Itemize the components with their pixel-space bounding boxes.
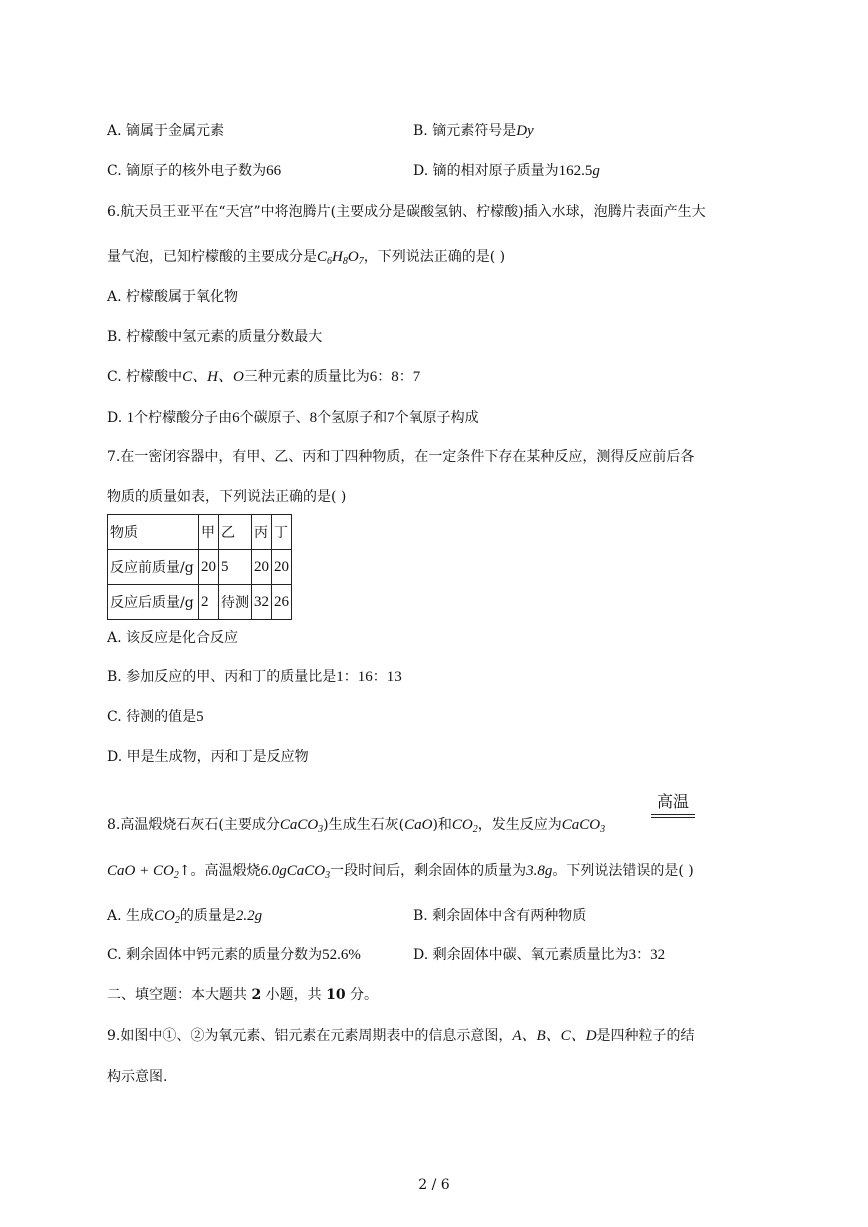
q8-option-a: A. 生成$CO_2$的质量是2.2g	[107, 908, 263, 926]
q7-option-c: C. 待测的值是5	[107, 709, 204, 725]
q5-option-a: A. 镝属于金属元素	[107, 123, 225, 139]
table-cell: 2	[199, 585, 219, 620]
q8-co2-formula: $CO_2$	[154, 908, 180, 926]
table-header-cell: 丁	[272, 515, 292, 550]
table-cell: 26	[272, 585, 292, 620]
table-cell: 20	[252, 550, 272, 585]
q5-option-c	[107, 161, 281, 181]
q6-option-b: B. 柠檬酸中氢元素的质量分数最大	[107, 329, 323, 345]
q9-letters: A、B、C、D	[512, 1028, 597, 1044]
section-heading: 二、填空题：本大题共 2 小题，共 10 分。	[107, 987, 379, 1003]
q6-option-a: A. 柠檬酸属于氧化物	[107, 289, 239, 305]
q5-option-d-text: D. 镝的相对原子质量为	[413, 163, 559, 179]
double-arrow-bar	[651, 814, 695, 818]
q8-option-c-value: 52.6%	[322, 947, 361, 963]
q5-option-b-text: B. 镝元素符号是	[413, 123, 517, 139]
table-cell: 20	[199, 550, 219, 585]
q8-option-a-value: 2.2g	[235, 908, 263, 924]
q5-option-b-symbol: Dy	[516, 123, 534, 139]
table-cell: 32	[252, 585, 272, 620]
table-header-cell: 乙	[219, 515, 252, 550]
q6-stem-line2	[107, 247, 505, 272]
table-row	[108, 550, 292, 585]
q9-stem-line1: 9.如图中①、②为氧元素、铝元素在元素周期表中的信息示意图，A、B、C、D是四种粒子的结	[107, 1028, 695, 1044]
q8-co2-formula: $CO_2$	[451, 817, 478, 835]
q6-stem-text: 量气泡，已知柠檬酸的主要成分是	[107, 249, 317, 265]
q7-stem-line1: 7.在一密闭容器中，有甲、乙、丙和丁四种物质，在一定条件下存在某种反应，测得反应前后各	[107, 449, 695, 465]
q8-stem-line2: CaO + $CO_2↑$。高温煅烧6.0gCaCO$_3$一段时间后，剩余固体的质量为3.8g。下列说法错误的是( )	[107, 863, 694, 881]
q6-stem-line1: 6.航天员王亚平在“天宫”中将泡腾片(主要成分是碳酸氢钠、柠檬酸)插入水球，泡腾片表面产生大	[107, 204, 706, 220]
q8-option-b: B. 剩余固体中含有两种物质	[413, 908, 587, 924]
q8-reaction-condition	[651, 792, 695, 818]
table-row	[108, 585, 292, 620]
q7-option-b: B. 参加反应的甲、丙和丁的质量比是1：16：13	[107, 669, 402, 685]
q8-caco3-formula: CaCO$_3$	[279, 817, 324, 835]
table-cell: 5	[219, 550, 252, 585]
q9-stem-line2: 构示意图.	[107, 1069, 168, 1085]
q7-option-d: D. 甲是生成物，丙和丁是反应物	[107, 749, 309, 765]
table-cell: 20	[272, 550, 292, 585]
gas-arrow-icon: ↑	[178, 863, 191, 879]
q5-option-d	[413, 161, 600, 181]
q8-option-d: D. 剩余固体中碳、氧元素质量比为3：32	[413, 947, 666, 963]
table-cell: 反应后质量/g	[108, 585, 199, 620]
q6-elements: C、H、O	[182, 369, 244, 385]
q8-mass-formula: 6.0gCaCO$_3$	[260, 863, 331, 881]
table-header-cell: 丙	[252, 515, 272, 550]
q5-option-c-text: C. 镝原子的核外电子数为	[107, 163, 267, 179]
q6-formula: $C_6H_8O_7$	[317, 249, 364, 267]
q8-stem-line1: 8.高温煅烧石灰石(主要成分CaCO$_3$)生成生石灰(CaO)和$CO_2$，发生反应为CaCO$_3$	[107, 817, 606, 835]
page-number: 2 / 6	[418, 1177, 450, 1193]
q5-option-d-unit: g	[592, 163, 600, 179]
q6-stem-question: ，下列说法正确的是( )	[363, 249, 506, 265]
q8-condition-label: 高温	[656, 792, 689, 811]
q6-option-d: D. 1个柠檬酸分子由6个碳原子、8个氢原子和7个氧原子构成	[107, 410, 479, 426]
q8-remaining-mass: 3.8g	[526, 863, 553, 879]
q5-option-c-value: 66	[266, 163, 282, 179]
q7-mass-table	[107, 514, 292, 620]
q7-option-a: A. 该反应是化合反应	[107, 630, 239, 646]
table-cell: 反应前质量/g	[108, 550, 199, 585]
q8-cao-formula: CaO	[404, 817, 433, 833]
q8-products: CaO + $CO_2$	[107, 863, 179, 881]
q5-option-d-value: 162.5	[558, 163, 593, 179]
q5-option-b	[413, 121, 534, 141]
q8-reactant-formula: CaCO$_3$	[561, 817, 606, 835]
table-header-cell: 物质	[108, 515, 199, 550]
table-cell: 待测	[219, 585, 252, 620]
q7-stem-line2: 物质的质量如表，下列说法正确的是( )	[107, 489, 347, 505]
table-header-cell: 甲	[199, 515, 219, 550]
q6-option-c: C. 柠檬酸中C、H、O三种元素的质量比为6：8：7	[107, 369, 421, 385]
q8-option-c: C. 剩余固体中钙元素的质量分数为52.6%	[107, 947, 361, 963]
table-header-row	[108, 515, 292, 550]
